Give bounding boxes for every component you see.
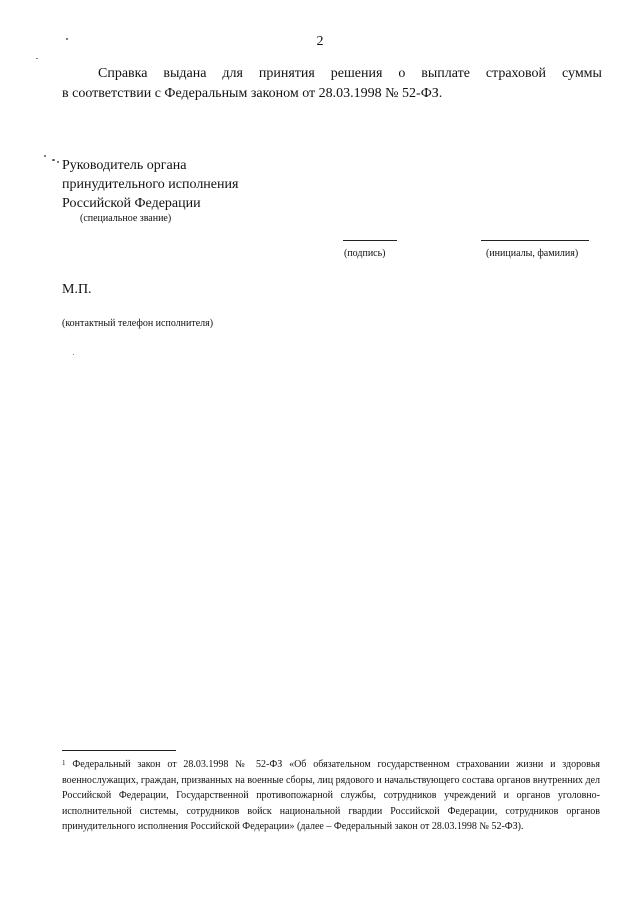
signatory-line-1: Руководитель органа [62,158,187,173]
name-caption: (инициалы, фамилия) [486,248,579,259]
name-line [481,240,589,241]
contact-phone-caption: (контактный телефон исполнителя) [62,318,214,329]
signature-line [343,240,397,241]
certificate-paragraph [62,64,602,104]
scan-speck [66,38,68,40]
word: Справка [98,66,148,81]
scan-speck [44,155,46,157]
page-number: 2 [316,34,324,49]
scan-speck [52,159,55,161]
word: принятия [258,66,315,81]
word: страховой [485,66,547,81]
word: о [398,66,406,81]
word: выдана [163,66,207,81]
stamp-label: М.П. [62,282,92,297]
signatory-line-3: Российской Федерации [62,196,201,211]
footnote-marker: 1 [62,759,66,767]
signatory-position [62,156,238,213]
word: выплате [421,66,470,81]
certificate-line-1 [62,64,602,84]
signatory-line-2: принудительного исполнения [62,177,239,192]
rank-caption: (специальное звание) [80,213,172,224]
word: для [222,66,243,81]
footnote [62,757,600,835]
signature-caption: (подпись) [344,248,386,259]
scan-speck [36,58,38,59]
scan-speck [73,354,74,355]
scan-speck [57,161,59,163]
footnote-text: Федеральный закон от 28.03.1998 № 52-ФЗ «Об обязательном государственном страховании жизни и здоровья военнослужащих, граждан, призванных на военные сборы, лиц рядового и начальствующего состава органов внутренних дел Российской Федерации, Государственной противопожарной службы, сотрудников учреждений и органов уголовно-исполнительной системы, сотрудников войск национальной гвардии Российской Федерации, сотрудников органов принудительного исполнения Российской Федерации» (далее – Федеральный закон от 28.03.1998 № 52-ФЗ). [62,759,600,832]
footnote-divider [62,750,176,751]
word: суммы [561,66,602,81]
word: решения [330,66,383,81]
certificate-line-2: в соответствии с Федеральным законом от 28.03.1998 № 52-ФЗ. [62,86,443,101]
